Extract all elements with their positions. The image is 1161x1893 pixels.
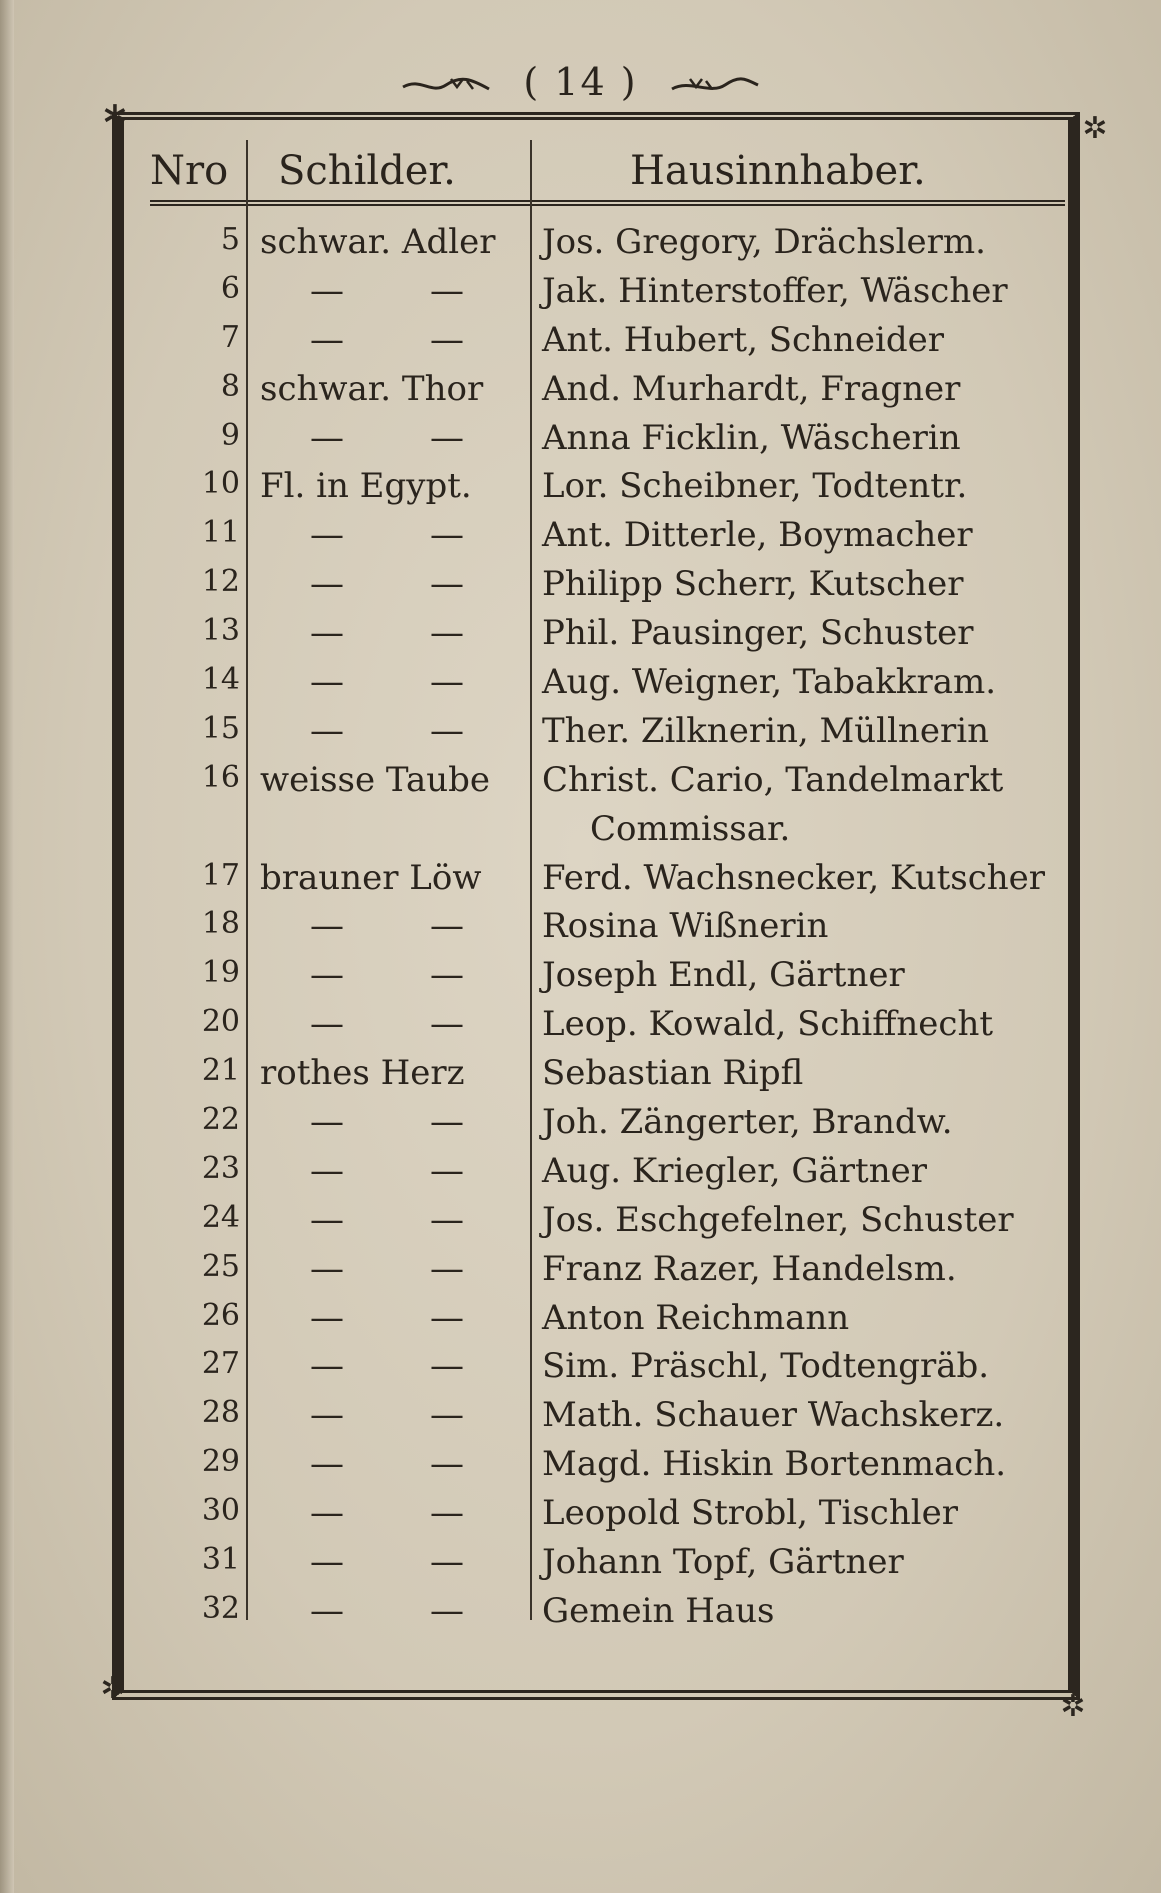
ditto-mark: —: [310, 710, 344, 751]
ditto-mark: —: [310, 906, 344, 947]
house-owner: Jak. Hinterstoffer, Wäscher: [542, 270, 1008, 311]
ditto-mark: —: [310, 319, 344, 360]
house-owner: Ant. Hubert, Schneider: [542, 319, 944, 360]
ditto-mark: —: [430, 417, 464, 458]
house-owner: Joseph Endl, Gärtner: [542, 955, 905, 996]
sign-name: weisse Taube: [260, 759, 491, 800]
row-number: 25: [201, 1248, 240, 1284]
table-row: [150, 316, 1070, 365]
sign-name: rothes Herz: [260, 1053, 465, 1094]
ditto-mark: —: [430, 1248, 464, 1289]
table-row: [150, 854, 1070, 903]
row-number: 15: [201, 710, 240, 746]
sign-name: schwar. Adler: [260, 222, 496, 262]
house-owner: Johann Topf, Gärtner: [542, 1542, 904, 1583]
row-number: 10: [201, 466, 240, 502]
table-row: [150, 1538, 1070, 1587]
ditto-mark: —: [430, 662, 464, 703]
row-number: 22: [201, 1102, 240, 1138]
table-row: [150, 805, 1070, 854]
corner-ornament-icon: ✲: [102, 99, 128, 134]
house-owner: Ant. Ditterle, Boymacher: [542, 515, 973, 556]
row-number: 20: [201, 1004, 240, 1040]
page-number-line: [0, 60, 1161, 104]
house-owner: Christ. Cario, Tandelmarkt: [542, 759, 1004, 800]
house-owner: Magd. Hiskin Bortenmach.: [542, 1444, 1007, 1485]
header-schilder: Schilder.: [278, 148, 456, 194]
row-number: 12: [201, 564, 240, 600]
header-nr: Nro: [150, 148, 229, 194]
ditto-mark: —: [430, 319, 464, 360]
table-row: [150, 658, 1070, 707]
row-number: 30: [201, 1493, 240, 1529]
row-number: 19: [201, 955, 240, 991]
ditto-mark: —: [430, 1102, 464, 1143]
house-owner: Jos. Gregory, Drächslerm.: [542, 222, 986, 262]
row-number: 13: [201, 613, 240, 649]
header-hausinnhaber: Hausinnhaber.: [630, 148, 926, 194]
table-row: [150, 1196, 1070, 1245]
ditto-mark: —: [310, 1493, 344, 1534]
table-row: [150, 609, 1070, 658]
table-row: [150, 560, 1070, 609]
table-row: [150, 707, 1070, 756]
house-owner: Leopold Strobl, Tischler: [542, 1493, 958, 1534]
table-row: [150, 1000, 1070, 1049]
row-number: 11: [201, 515, 240, 551]
ditto-mark: —: [310, 417, 344, 458]
ditto-mark: —: [310, 1590, 344, 1631]
table-row: [150, 1049, 1070, 1098]
ditto-mark: —: [310, 1199, 344, 1240]
register-table: [150, 218, 1070, 1636]
ditto-mark: —: [430, 1199, 464, 1240]
house-owner: Franz Razer, Handelsm.: [542, 1248, 957, 1289]
table-row: [150, 365, 1070, 414]
ditto-mark: —: [310, 1248, 344, 1289]
house-owner: And. Murhardt, Fragner: [542, 368, 961, 409]
ditto-mark: —: [310, 1444, 344, 1485]
house-owner: Ferd. Wachsnecker, Kutscher: [542, 857, 1046, 898]
table-row: [150, 951, 1070, 1000]
ditto-mark: —: [310, 515, 344, 556]
row-number: 7: [220, 319, 240, 355]
table-row: [150, 1391, 1070, 1440]
ditto-mark: —: [310, 564, 344, 605]
ditto-mark: —: [430, 1444, 464, 1485]
row-number: 24: [201, 1199, 240, 1235]
row-number: 28: [201, 1395, 240, 1431]
ditto-mark: —: [430, 955, 464, 996]
ditto-mark: —: [430, 270, 464, 311]
house-owner: Lor. Scheibner, Todtentr.: [542, 466, 968, 507]
row-number: 5: [220, 222, 240, 257]
table-row: [150, 267, 1070, 316]
page-number: ( 14 ): [523, 60, 638, 104]
row-number: 18: [201, 906, 240, 942]
row-number: 27: [201, 1346, 240, 1382]
row-number: 21: [201, 1053, 240, 1089]
house-owner: Leop. Kowald, Schiffnecht: [542, 1004, 994, 1045]
page-edge-shadow: [0, 0, 14, 1893]
house-owner: Ther. Zilknerin, Müllnerin: [542, 710, 989, 751]
row-number: 14: [201, 662, 240, 698]
table-row: [150, 511, 1070, 560]
row-number: 29: [201, 1444, 240, 1480]
row-number: 8: [220, 368, 240, 404]
house-owner: Aug. Weigner, Tabakkram.: [542, 662, 997, 703]
house-owner: Aug. Kriegler, Gärtner: [542, 1150, 927, 1191]
row-number: 17: [201, 857, 240, 893]
ditto-mark: —: [310, 955, 344, 996]
ditto-mark: —: [310, 1346, 344, 1387]
house-owner: Jos. Eschgefelner, Schuster: [542, 1199, 1014, 1240]
table-row: [150, 218, 1070, 267]
ditto-mark: —: [310, 1004, 344, 1045]
house-owner: Rosina Wißnerin: [542, 906, 829, 947]
table-row: [150, 462, 1070, 511]
house-owner: Gemein Haus: [542, 1590, 775, 1631]
ditto-mark: —: [430, 1542, 464, 1583]
corner-ornament-icon: ✲: [100, 1671, 126, 1706]
row-number: 9: [220, 417, 240, 453]
table-row: [150, 414, 1070, 463]
table-header: [150, 140, 1065, 206]
ditto-mark: —: [430, 1150, 464, 1191]
house-owner: Anna Ficklin, Wäscherin: [542, 417, 961, 458]
table-row: [150, 902, 1070, 951]
ditto-mark: —: [430, 613, 464, 654]
ditto-mark: —: [310, 270, 344, 311]
table-row: [150, 1147, 1070, 1196]
ditto-mark: —: [310, 1150, 344, 1191]
table-row: [150, 1245, 1070, 1294]
ditto-mark: —: [430, 1590, 464, 1631]
ditto-mark: —: [430, 564, 464, 605]
ditto-mark: —: [310, 1102, 344, 1143]
sign-name: brauner Löw: [260, 857, 482, 898]
table-row: [150, 1098, 1070, 1147]
corner-ornament-icon: ✲: [1082, 111, 1108, 146]
table-row: [150, 1440, 1070, 1489]
row-number: 31: [201, 1542, 240, 1578]
ditto-mark: —: [430, 1395, 464, 1436]
house-owner: Sebastian Ripfl: [542, 1053, 804, 1094]
row-number: 16: [201, 759, 240, 795]
house-owner: Commissar.: [590, 808, 791, 849]
ditto-mark: —: [430, 515, 464, 556]
house-owner: Joh. Zängerter, Brandw.: [542, 1102, 953, 1143]
house-owner: Sim. Präschl, Todtengräb.: [542, 1346, 990, 1387]
house-owner: Math. Schauer Wachskerz.: [542, 1395, 1005, 1436]
corner-ornament-icon: ✲: [1060, 1689, 1086, 1724]
table-row: [150, 1294, 1070, 1343]
table-row: [150, 1489, 1070, 1538]
ditto-mark: —: [430, 1346, 464, 1387]
ditto-mark: —: [310, 1542, 344, 1583]
table-row: [150, 1342, 1070, 1391]
ditto-mark: —: [430, 906, 464, 947]
sign-name: schwar. Thor: [260, 368, 484, 409]
row-number: 32: [201, 1590, 240, 1626]
row-number: 23: [201, 1150, 240, 1186]
house-owner: Phil. Pausinger, Schuster: [542, 613, 974, 654]
ditto-mark: —: [310, 662, 344, 703]
house-owner: Anton Reichmann: [542, 1297, 850, 1338]
row-number: 6: [220, 270, 240, 306]
house-owner: Philipp Scherr, Kutscher: [542, 564, 964, 605]
left-flourish-icon: [401, 75, 491, 97]
table-row: [150, 756, 1070, 805]
ditto-mark: —: [310, 1395, 344, 1436]
ditto-mark: —: [430, 1297, 464, 1338]
right-flourish-icon: [670, 75, 760, 97]
sign-name: Fl. in Egypt.: [260, 466, 472, 507]
ditto-mark: —: [430, 710, 464, 751]
row-number: 26: [201, 1297, 240, 1333]
ditto-mark: —: [430, 1004, 464, 1045]
table-row: [150, 1587, 1070, 1636]
ditto-mark: —: [430, 1493, 464, 1534]
ditto-mark: —: [310, 613, 344, 654]
ditto-mark: —: [310, 1297, 344, 1338]
